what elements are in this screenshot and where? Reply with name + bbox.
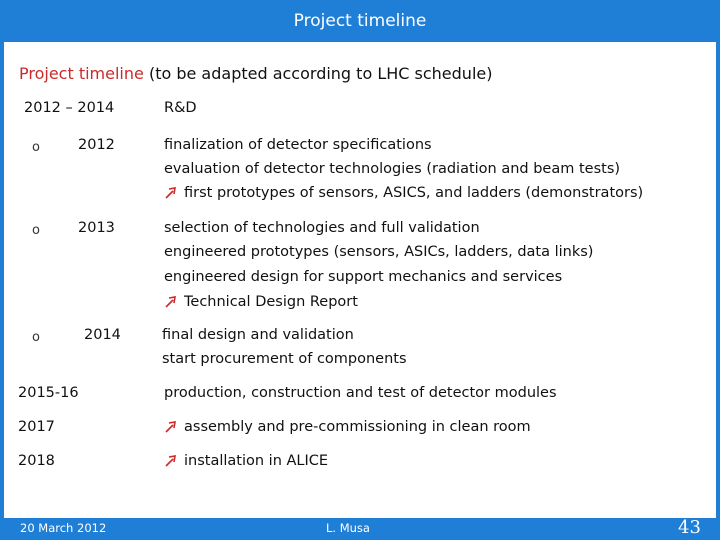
arrow-icon <box>164 185 178 199</box>
timeline-label-2017: 2017 <box>18 419 55 435</box>
timeline-line-2014-1: final design and validation <box>162 327 354 343</box>
bullet-2014: o <box>32 330 40 345</box>
timeline-label-2014: 2014 <box>84 327 121 343</box>
timeline-line-2012-3: first prototypes of sensors, ASICS, and ladders (demonstrators) <box>164 185 643 201</box>
timeline-line-2013-2: engineered prototypes (sensors, ASICs, ladders, data links) <box>164 244 594 260</box>
timeline-text-2015-16: production, construction and test of detector modules <box>164 385 557 401</box>
timeline-label-2018: 2018 <box>18 453 55 469</box>
timeline-line-2014-2: start procurement of components <box>162 351 407 367</box>
timeline-label-2012: 2012 <box>78 137 115 153</box>
arrow-icon <box>164 419 178 433</box>
bullet-2012: o <box>32 140 40 155</box>
timeline-text-rnd: R&D <box>164 100 197 116</box>
heading-highlight: Project timeline <box>19 64 144 83</box>
bullet-2013: o <box>32 223 40 238</box>
timeline-line-2012-2: evaluation of detector technologies (radiation and beam tests) <box>164 161 621 177</box>
page-number: 43 <box>678 517 701 538</box>
footer-author: L. Musa <box>326 521 370 535</box>
timeline-label-2015-16: 2015-16 <box>18 385 79 401</box>
timeline-line-2013-3: engineered design for support mechanics and services <box>164 269 563 285</box>
timeline-line-2013-4: Technical Design Report <box>164 294 358 310</box>
slide-heading <box>19 64 492 83</box>
heading-rest: (to be adapted according to LHC schedule) <box>143 64 493 83</box>
arrow-icon <box>164 294 178 308</box>
timeline-label-2012-2014: 2012 – 2014 <box>24 100 115 116</box>
footer-date: 20 March 2012 <box>20 521 107 535</box>
timeline-line-2013-1: selection of technologies and full validation <box>164 220 480 236</box>
arrow-icon <box>164 453 178 467</box>
timeline-label-2013: 2013 <box>78 220 115 236</box>
timeline-text-2018: installation in ALICE <box>164 453 328 469</box>
timeline-text-2017: assembly and pre-commissioning in clean room <box>164 419 531 435</box>
slide-title: Project timeline <box>293 11 427 31</box>
timeline-line-2012-1: finalization of detector specifications <box>164 137 432 153</box>
